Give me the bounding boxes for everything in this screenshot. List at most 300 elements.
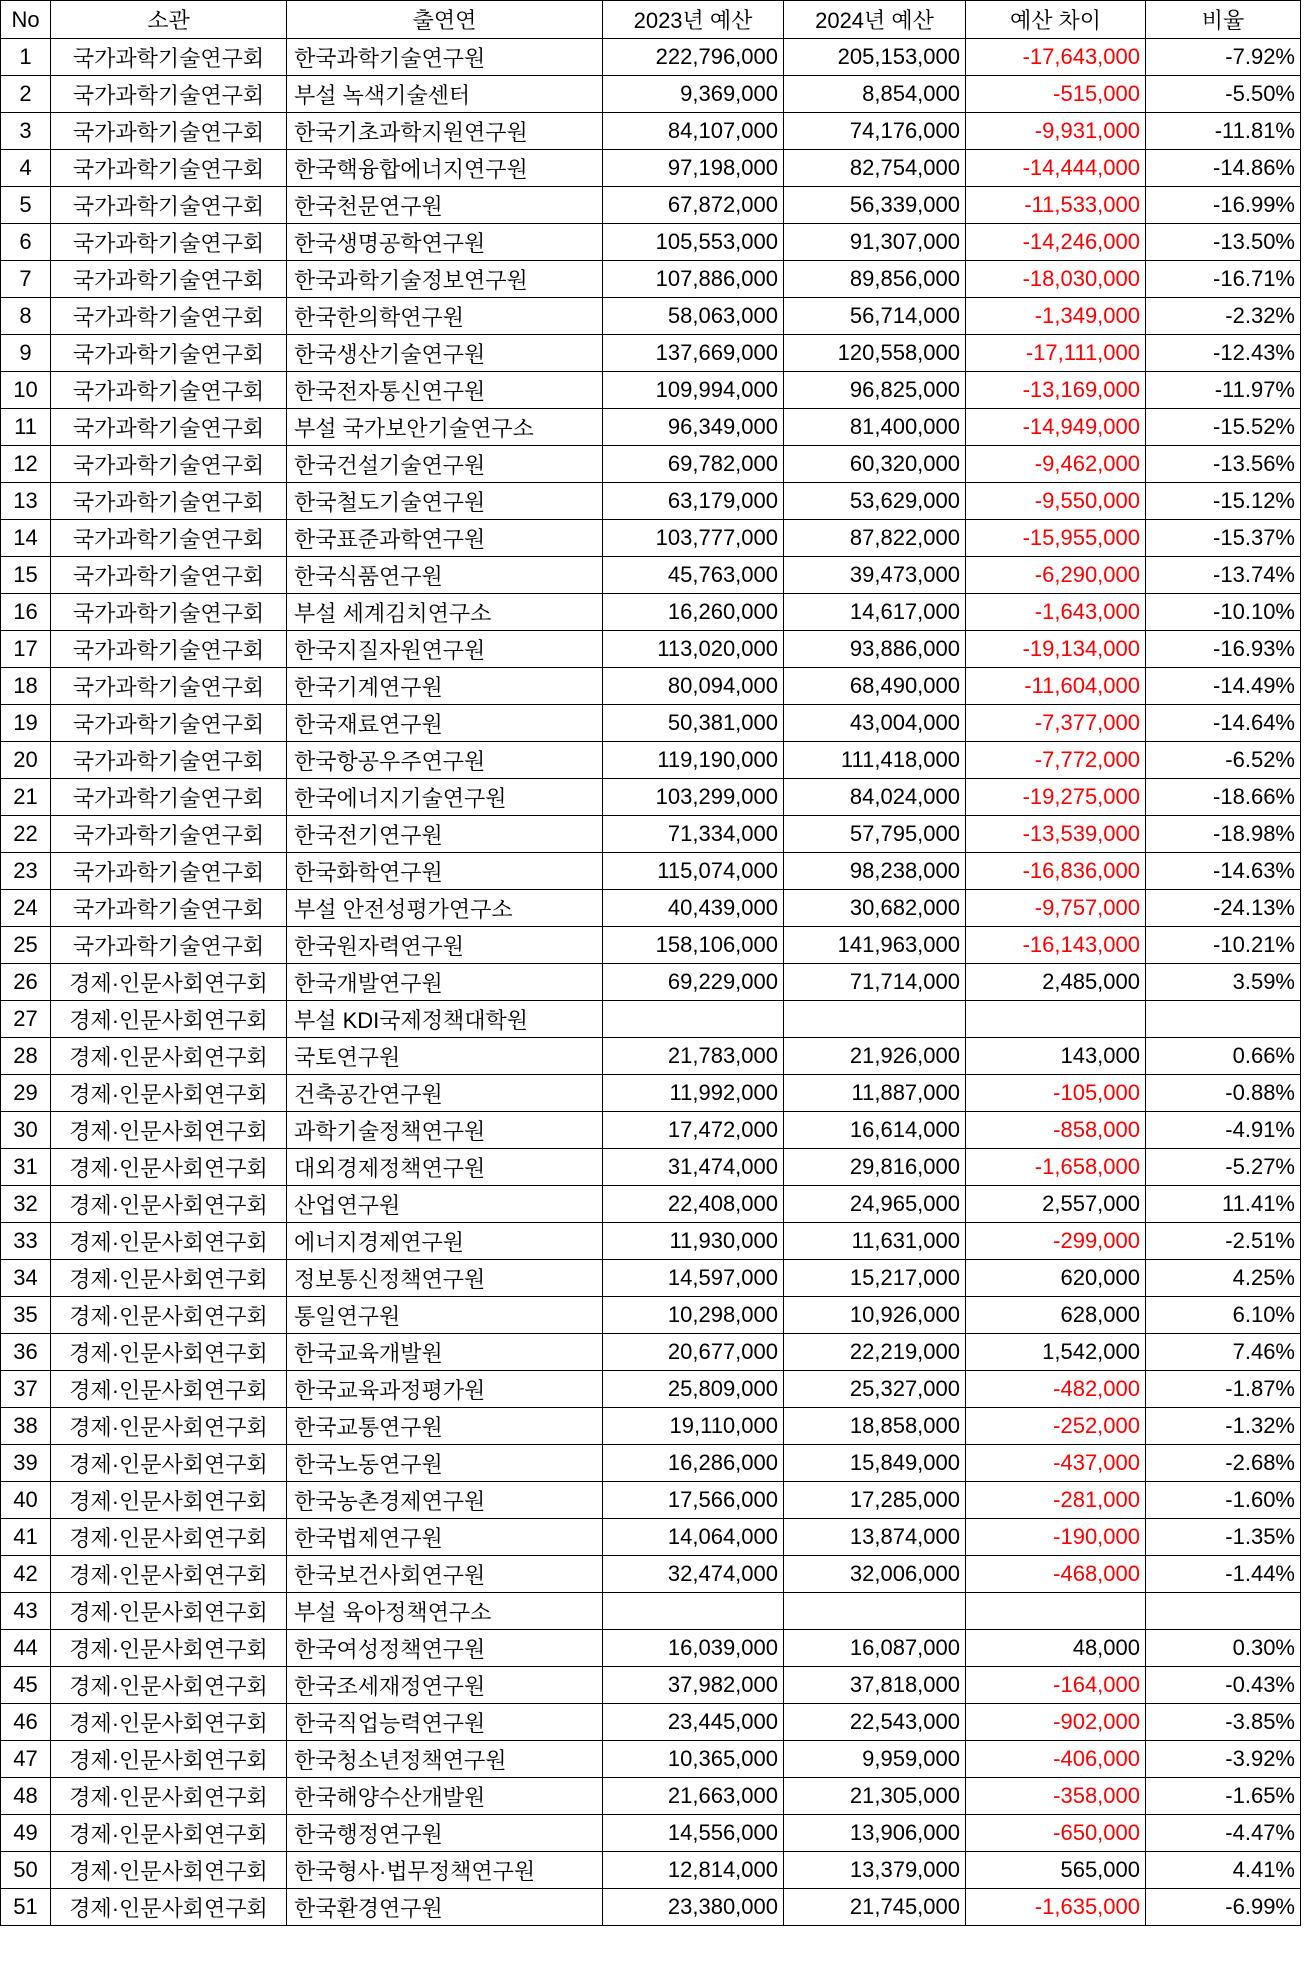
cell-institute: 산업연구원 xyxy=(287,1186,603,1223)
cell-budget-2024: 89,856,000 xyxy=(784,261,966,298)
cell-budget-2023: 96,349,000 xyxy=(603,409,784,446)
cell-institute: 부설 세계김치연구소 xyxy=(287,594,603,631)
cell-budget-2023: 40,439,000 xyxy=(603,890,784,927)
cell-ratio: -1.44% xyxy=(1146,1556,1301,1593)
cell-ratio: -6.99% xyxy=(1146,1889,1301,1926)
cell-no: 7 xyxy=(1,261,51,298)
table-row xyxy=(1,1223,1301,1260)
cell-institute: 통일연구원 xyxy=(287,1297,603,1334)
cell-budget-diff: -164,000 xyxy=(966,1667,1146,1704)
cell-budget-2024: 82,754,000 xyxy=(784,150,966,187)
cell-budget-diff: -650,000 xyxy=(966,1815,1146,1852)
cell-budget-2024: 30,682,000 xyxy=(784,890,966,927)
cell-department: 국가과학기술연구회 xyxy=(51,742,287,779)
cell-ratio: -11.97% xyxy=(1146,372,1301,409)
cell-ratio: -16.93% xyxy=(1146,631,1301,668)
cell-institute: 한국항공우주연구원 xyxy=(287,742,603,779)
table-row xyxy=(1,853,1301,890)
table-row xyxy=(1,927,1301,964)
header-budget-diff: 예산 차이 xyxy=(966,1,1146,39)
cell-budget-2024: 10,926,000 xyxy=(784,1297,966,1334)
cell-budget-2023: 58,063,000 xyxy=(603,298,784,335)
cell-budget-2023: 31,474,000 xyxy=(603,1149,784,1186)
cell-no: 5 xyxy=(1,187,51,224)
table-row xyxy=(1,187,1301,224)
table-row xyxy=(1,1630,1301,1667)
cell-budget-2023: 63,179,000 xyxy=(603,483,784,520)
cell-department: 국가과학기술연구회 xyxy=(51,39,287,76)
cell-budget-diff: -16,836,000 xyxy=(966,853,1146,890)
table-row xyxy=(1,594,1301,631)
cell-budget-2024: 13,874,000 xyxy=(784,1519,966,1556)
table-row xyxy=(1,1260,1301,1297)
cell-no: 1 xyxy=(1,39,51,76)
cell-budget-2023: 10,365,000 xyxy=(603,1741,784,1778)
cell-department: 국가과학기술연구회 xyxy=(51,483,287,520)
cell-budget-diff: -17,111,000 xyxy=(966,335,1146,372)
cell-budget-diff: -105,000 xyxy=(966,1075,1146,1112)
cell-no: 13 xyxy=(1,483,51,520)
cell-ratio: 6.10% xyxy=(1146,1297,1301,1334)
cell-ratio: -4.91% xyxy=(1146,1112,1301,1149)
table-row xyxy=(1,372,1301,409)
table-row xyxy=(1,1519,1301,1556)
cell-department: 국가과학기술연구회 xyxy=(51,853,287,890)
cell-budget-diff: -190,000 xyxy=(966,1519,1146,1556)
cell-ratio: -15.12% xyxy=(1146,483,1301,520)
cell-institute: 한국보건사회연구원 xyxy=(287,1556,603,1593)
cell-budget-diff: -902,000 xyxy=(966,1704,1146,1741)
cell-budget-2024: 29,816,000 xyxy=(784,1149,966,1186)
header-institute: 출연연 xyxy=(287,1,603,39)
header-ratio: 비율 xyxy=(1146,1,1301,39)
cell-ratio: -10.21% xyxy=(1146,927,1301,964)
cell-no: 3 xyxy=(1,113,51,150)
cell-institute: 정보통신정책연구원 xyxy=(287,1260,603,1297)
cell-institute: 과학기술정책연구원 xyxy=(287,1112,603,1149)
cell-department: 경제·인문사회연구회 xyxy=(51,1482,287,1519)
cell-department: 경제·인문사회연구회 xyxy=(51,1778,287,1815)
table-row xyxy=(1,816,1301,853)
cell-budget-diff: -1,349,000 xyxy=(966,298,1146,335)
cell-budget-2024: 22,543,000 xyxy=(784,1704,966,1741)
cell-no: 31 xyxy=(1,1149,51,1186)
cell-budget-2023: 103,777,000 xyxy=(603,520,784,557)
cell-institute: 한국청소년정책연구원 xyxy=(287,1741,603,1778)
cell-institute: 한국에너지기술연구원 xyxy=(287,779,603,816)
cell-institute: 한국지질자원연구원 xyxy=(287,631,603,668)
cell-ratio: -0.43% xyxy=(1146,1667,1301,1704)
cell-department: 경제·인문사회연구회 xyxy=(51,1260,287,1297)
cell-department: 경제·인문사회연구회 xyxy=(51,1112,287,1149)
table-row xyxy=(1,1371,1301,1408)
cell-budget-2024: 39,473,000 xyxy=(784,557,966,594)
cell-department: 경제·인문사회연구회 xyxy=(51,1223,287,1260)
cell-no: 6 xyxy=(1,224,51,261)
cell-budget-2023: 16,039,000 xyxy=(603,1630,784,1667)
cell-institute: 한국조세재정연구원 xyxy=(287,1667,603,1704)
table-row xyxy=(1,779,1301,816)
cell-no: 14 xyxy=(1,520,51,557)
cell-no: 19 xyxy=(1,705,51,742)
cell-department: 경제·인문사회연구회 xyxy=(51,1334,287,1371)
table-row xyxy=(1,964,1301,1001)
cell-ratio: -2.32% xyxy=(1146,298,1301,335)
cell-department: 경제·인문사회연구회 xyxy=(51,964,287,1001)
cell-budget-2023: 113,020,000 xyxy=(603,631,784,668)
table-row xyxy=(1,1593,1301,1630)
cell-no: 24 xyxy=(1,890,51,927)
cell-budget-2024: 81,400,000 xyxy=(784,409,966,446)
cell-department: 경제·인문사회연구회 xyxy=(51,1186,287,1223)
cell-no: 22 xyxy=(1,816,51,853)
cell-budget-2023: 17,472,000 xyxy=(603,1112,784,1149)
cell-no: 27 xyxy=(1,1001,51,1038)
cell-budget-diff: -19,275,000 xyxy=(966,779,1146,816)
cell-budget-2024: 15,849,000 xyxy=(784,1445,966,1482)
cell-budget-2023: 17,566,000 xyxy=(603,1482,784,1519)
table-row xyxy=(1,890,1301,927)
cell-institute: 한국건설기술연구원 xyxy=(287,446,603,483)
cell-no: 4 xyxy=(1,150,51,187)
cell-ratio: 0.66% xyxy=(1146,1038,1301,1075)
cell-no: 43 xyxy=(1,1593,51,1630)
cell-budget-2023: 71,334,000 xyxy=(603,816,784,853)
cell-department: 경제·인문사회연구회 xyxy=(51,1630,287,1667)
cell-ratio: -15.52% xyxy=(1146,409,1301,446)
cell-no: 34 xyxy=(1,1260,51,1297)
cell-institute: 한국환경연구원 xyxy=(287,1889,603,1926)
cell-budget-2024: 22,219,000 xyxy=(784,1334,966,1371)
cell-ratio: -14.49% xyxy=(1146,668,1301,705)
cell-budget-2024: 21,745,000 xyxy=(784,1889,966,1926)
cell-department: 경제·인문사회연구회 xyxy=(51,1704,287,1741)
cell-ratio: -7.92% xyxy=(1146,39,1301,76)
cell-budget-2023: 158,106,000 xyxy=(603,927,784,964)
cell-budget-diff: 48,000 xyxy=(966,1630,1146,1667)
cell-budget-2024: 17,285,000 xyxy=(784,1482,966,1519)
cell-institute: 한국기계연구원 xyxy=(287,668,603,705)
cell-institute: 한국농촌경제연구원 xyxy=(287,1482,603,1519)
cell-budget-2023: 10,298,000 xyxy=(603,1297,784,1334)
cell-no: 36 xyxy=(1,1334,51,1371)
cell-budget-2024: 91,307,000 xyxy=(784,224,966,261)
cell-budget-2024: 56,339,000 xyxy=(784,187,966,224)
cell-ratio xyxy=(1146,1001,1301,1038)
cell-budget-2024: 111,418,000 xyxy=(784,742,966,779)
cell-ratio: -12.43% xyxy=(1146,335,1301,372)
cell-institute: 한국천문연구원 xyxy=(287,187,603,224)
header-budget-2023: 2023년 예산 xyxy=(603,1,784,39)
cell-no: 42 xyxy=(1,1556,51,1593)
cell-budget-2024: 21,305,000 xyxy=(784,1778,966,1815)
cell-budget-2023: 9,369,000 xyxy=(603,76,784,113)
cell-department: 국가과학기술연구회 xyxy=(51,927,287,964)
cell-department: 국가과학기술연구회 xyxy=(51,187,287,224)
cell-no: 21 xyxy=(1,779,51,816)
cell-budget-diff: 2,485,000 xyxy=(966,964,1146,1001)
cell-department: 국가과학기술연구회 xyxy=(51,261,287,298)
header-budget-2024: 2024년 예산 xyxy=(784,1,966,39)
cell-budget-diff: -468,000 xyxy=(966,1556,1146,1593)
cell-ratio: -18.98% xyxy=(1146,816,1301,853)
cell-ratio: -14.64% xyxy=(1146,705,1301,742)
cell-institute: 한국전자통신연구원 xyxy=(287,372,603,409)
cell-ratio: -11.81% xyxy=(1146,113,1301,150)
cell-budget-diff: -15,955,000 xyxy=(966,520,1146,557)
cell-ratio xyxy=(1146,1593,1301,1630)
cell-budget-2024: 96,825,000 xyxy=(784,372,966,409)
table-row xyxy=(1,1889,1301,1926)
cell-department: 국가과학기술연구회 xyxy=(51,520,287,557)
cell-ratio: -10.10% xyxy=(1146,594,1301,631)
cell-budget-2023: 14,556,000 xyxy=(603,1815,784,1852)
cell-budget-2024: 13,906,000 xyxy=(784,1815,966,1852)
cell-budget-2023 xyxy=(603,1593,784,1630)
table-row xyxy=(1,1038,1301,1075)
cell-budget-2023: 21,663,000 xyxy=(603,1778,784,1815)
cell-budget-diff: -16,143,000 xyxy=(966,927,1146,964)
cell-budget-2024: 15,217,000 xyxy=(784,1260,966,1297)
cell-budget-2023: 45,763,000 xyxy=(603,557,784,594)
table-row xyxy=(1,76,1301,113)
table-row xyxy=(1,1297,1301,1334)
cell-budget-2023: 23,445,000 xyxy=(603,1704,784,1741)
cell-ratio: -18.66% xyxy=(1146,779,1301,816)
table-row xyxy=(1,1112,1301,1149)
cell-no: 15 xyxy=(1,557,51,594)
cell-budget-2023: 23,380,000 xyxy=(603,1889,784,1926)
cell-ratio: -14.86% xyxy=(1146,150,1301,187)
table-row xyxy=(1,39,1301,76)
cell-no: 9 xyxy=(1,335,51,372)
cell-budget-diff: -9,462,000 xyxy=(966,446,1146,483)
cell-budget-2024: 14,617,000 xyxy=(784,594,966,631)
cell-institute: 에너지경제연구원 xyxy=(287,1223,603,1260)
cell-budget-2023: 19,110,000 xyxy=(603,1408,784,1445)
cell-budget-2024: 8,854,000 xyxy=(784,76,966,113)
cell-institute: 국토연구원 xyxy=(287,1038,603,1075)
cell-institute: 한국직업능력연구원 xyxy=(287,1704,603,1741)
table-row xyxy=(1,705,1301,742)
cell-ratio: -1.60% xyxy=(1146,1482,1301,1519)
table-row xyxy=(1,224,1301,261)
cell-no: 39 xyxy=(1,1445,51,1482)
cell-budget-diff: 620,000 xyxy=(966,1260,1146,1297)
cell-budget-diff: -14,949,000 xyxy=(966,409,1146,446)
cell-budget-diff: 628,000 xyxy=(966,1297,1146,1334)
cell-no: 10 xyxy=(1,372,51,409)
cell-no: 23 xyxy=(1,853,51,890)
cell-budget-2023: 103,299,000 xyxy=(603,779,784,816)
cell-no: 17 xyxy=(1,631,51,668)
cell-budget-2024: 13,379,000 xyxy=(784,1852,966,1889)
cell-no: 29 xyxy=(1,1075,51,1112)
cell-budget-2023: 20,677,000 xyxy=(603,1334,784,1371)
cell-institute: 한국교육개발원 xyxy=(287,1334,603,1371)
cell-department: 국가과학기술연구회 xyxy=(51,335,287,372)
cell-budget-diff xyxy=(966,1593,1146,1630)
cell-institute: 한국행정연구원 xyxy=(287,1815,603,1852)
table-row xyxy=(1,1408,1301,1445)
table-row xyxy=(1,1815,1301,1852)
cell-department: 국가과학기술연구회 xyxy=(51,594,287,631)
cell-budget-2023: 16,260,000 xyxy=(603,594,784,631)
cell-budget-diff: -14,444,000 xyxy=(966,150,1146,187)
table-row xyxy=(1,409,1301,446)
cell-budget-2024: 57,795,000 xyxy=(784,816,966,853)
cell-no: 44 xyxy=(1,1630,51,1667)
cell-budget-2024: 24,965,000 xyxy=(784,1186,966,1223)
table-row xyxy=(1,668,1301,705)
cell-budget-2023: 115,074,000 xyxy=(603,853,784,890)
cell-no: 37 xyxy=(1,1371,51,1408)
table-row xyxy=(1,1556,1301,1593)
cell-budget-2024: 11,631,000 xyxy=(784,1223,966,1260)
cell-institute: 대외경제정책연구원 xyxy=(287,1149,603,1186)
cell-institute: 한국전기연구원 xyxy=(287,816,603,853)
cell-no: 51 xyxy=(1,1889,51,1926)
cell-department: 경제·인문사회연구회 xyxy=(51,1593,287,1630)
cell-no: 46 xyxy=(1,1704,51,1741)
cell-budget-diff: -7,772,000 xyxy=(966,742,1146,779)
cell-department: 국가과학기술연구회 xyxy=(51,224,287,261)
cell-ratio: -2.68% xyxy=(1146,1445,1301,1482)
cell-institute: 한국표준과학연구원 xyxy=(287,520,603,557)
cell-no: 32 xyxy=(1,1186,51,1223)
cell-budget-2023: 105,553,000 xyxy=(603,224,784,261)
cell-department: 경제·인문사회연구회 xyxy=(51,1556,287,1593)
cell-ratio: -14.63% xyxy=(1146,853,1301,890)
cell-ratio: -16.99% xyxy=(1146,187,1301,224)
cell-no: 12 xyxy=(1,446,51,483)
cell-no: 45 xyxy=(1,1667,51,1704)
cell-budget-diff: -17,643,000 xyxy=(966,39,1146,76)
cell-budget-2024: 205,153,000 xyxy=(784,39,966,76)
cell-budget-2024: 98,238,000 xyxy=(784,853,966,890)
cell-budget-2024: 11,887,000 xyxy=(784,1075,966,1112)
cell-ratio: 4.25% xyxy=(1146,1260,1301,1297)
cell-budget-diff: 1,542,000 xyxy=(966,1334,1146,1371)
cell-budget-diff: -299,000 xyxy=(966,1223,1146,1260)
cell-ratio: 11.41% xyxy=(1146,1186,1301,1223)
cell-institute: 한국노동연구원 xyxy=(287,1445,603,1482)
cell-budget-2024: 21,926,000 xyxy=(784,1038,966,1075)
cell-department: 경제·인문사회연구회 xyxy=(51,1001,287,1038)
cell-budget-2023: 14,597,000 xyxy=(603,1260,784,1297)
cell-budget-diff: -406,000 xyxy=(966,1741,1146,1778)
cell-department: 국가과학기술연구회 xyxy=(51,631,287,668)
cell-institute: 한국교통연구원 xyxy=(287,1408,603,1445)
cell-ratio: -6.52% xyxy=(1146,742,1301,779)
table-row xyxy=(1,1149,1301,1186)
cell-budget-2024: 9,959,000 xyxy=(784,1741,966,1778)
table-row xyxy=(1,1334,1301,1371)
cell-department: 국가과학기술연구회 xyxy=(51,150,287,187)
cell-institute: 한국원자력연구원 xyxy=(287,927,603,964)
cell-budget-2023: 80,094,000 xyxy=(603,668,784,705)
cell-budget-2023: 109,994,000 xyxy=(603,372,784,409)
cell-ratio: -13.56% xyxy=(1146,446,1301,483)
cell-ratio: -15.37% xyxy=(1146,520,1301,557)
table-row xyxy=(1,113,1301,150)
cell-budget-2024: 37,818,000 xyxy=(784,1667,966,1704)
cell-institute: 부설 국가보안기술연구소 xyxy=(287,409,603,446)
cell-budget-diff: -7,377,000 xyxy=(966,705,1146,742)
cell-budget-2024: 74,176,000 xyxy=(784,113,966,150)
cell-department: 국가과학기술연구회 xyxy=(51,409,287,446)
cell-no: 18 xyxy=(1,668,51,705)
cell-ratio: -0.88% xyxy=(1146,1075,1301,1112)
cell-institute: 한국생산기술연구원 xyxy=(287,335,603,372)
cell-budget-diff: -19,134,000 xyxy=(966,631,1146,668)
cell-no: 47 xyxy=(1,1741,51,1778)
cell-ratio: -5.50% xyxy=(1146,76,1301,113)
cell-department: 경제·인문사회연구회 xyxy=(51,1815,287,1852)
cell-budget-2024: 16,614,000 xyxy=(784,1112,966,1149)
cell-ratio: -1.87% xyxy=(1146,1371,1301,1408)
cell-budget-2023: 12,814,000 xyxy=(603,1852,784,1889)
cell-institute: 한국핵융합에너지연구원 xyxy=(287,150,603,187)
cell-budget-diff: -358,000 xyxy=(966,1778,1146,1815)
cell-budget-2024: 43,004,000 xyxy=(784,705,966,742)
cell-ratio: 0.30% xyxy=(1146,1630,1301,1667)
cell-budget-diff: -6,290,000 xyxy=(966,557,1146,594)
cell-institute: 부설 안전성평가연구소 xyxy=(287,890,603,927)
header-row xyxy=(1,1,1301,39)
table-row xyxy=(1,1704,1301,1741)
cell-budget-diff: -1,643,000 xyxy=(966,594,1146,631)
cell-no: 20 xyxy=(1,742,51,779)
cell-institute: 건축공간연구원 xyxy=(287,1075,603,1112)
table-row xyxy=(1,446,1301,483)
cell-budget-diff: -281,000 xyxy=(966,1482,1146,1519)
cell-budget-2023: 25,809,000 xyxy=(603,1371,784,1408)
table-row xyxy=(1,1001,1301,1038)
table-row xyxy=(1,557,1301,594)
cell-department: 경제·인문사회연구회 xyxy=(51,1408,287,1445)
cell-budget-2024: 32,006,000 xyxy=(784,1556,966,1593)
cell-no: 50 xyxy=(1,1852,51,1889)
cell-budget-2024: 93,886,000 xyxy=(784,631,966,668)
cell-institute: 부설 녹색기술센터 xyxy=(287,76,603,113)
cell-budget-diff: -9,757,000 xyxy=(966,890,1146,927)
cell-institute: 부설 KDI국제정책대학원 xyxy=(287,1001,603,1038)
cell-budget-diff: 143,000 xyxy=(966,1038,1146,1075)
cell-budget-2024: 71,714,000 xyxy=(784,964,966,1001)
cell-ratio: -4.47% xyxy=(1146,1815,1301,1852)
cell-department: 경제·인문사회연구회 xyxy=(51,1852,287,1889)
cell-ratio: 7.46% xyxy=(1146,1334,1301,1371)
cell-department: 경제·인문사회연구회 xyxy=(51,1149,287,1186)
cell-budget-2023: 37,982,000 xyxy=(603,1667,784,1704)
cell-no: 26 xyxy=(1,964,51,1001)
cell-department: 국가과학기술연구회 xyxy=(51,113,287,150)
cell-no: 41 xyxy=(1,1519,51,1556)
cell-ratio: -1.32% xyxy=(1146,1408,1301,1445)
cell-department: 경제·인문사회연구회 xyxy=(51,1445,287,1482)
cell-institute: 부설 육아정책연구소 xyxy=(287,1593,603,1630)
cell-department: 경제·인문사회연구회 xyxy=(51,1741,287,1778)
cell-institute: 한국기초과학지원연구원 xyxy=(287,113,603,150)
cell-department: 국가과학기술연구회 xyxy=(51,76,287,113)
cell-budget-diff: -9,931,000 xyxy=(966,113,1146,150)
cell-department: 경제·인문사회연구회 xyxy=(51,1297,287,1334)
cell-no: 48 xyxy=(1,1778,51,1815)
cell-budget-2024: 120,558,000 xyxy=(784,335,966,372)
cell-budget-diff: -18,030,000 xyxy=(966,261,1146,298)
cell-institute: 한국법제연구원 xyxy=(287,1519,603,1556)
